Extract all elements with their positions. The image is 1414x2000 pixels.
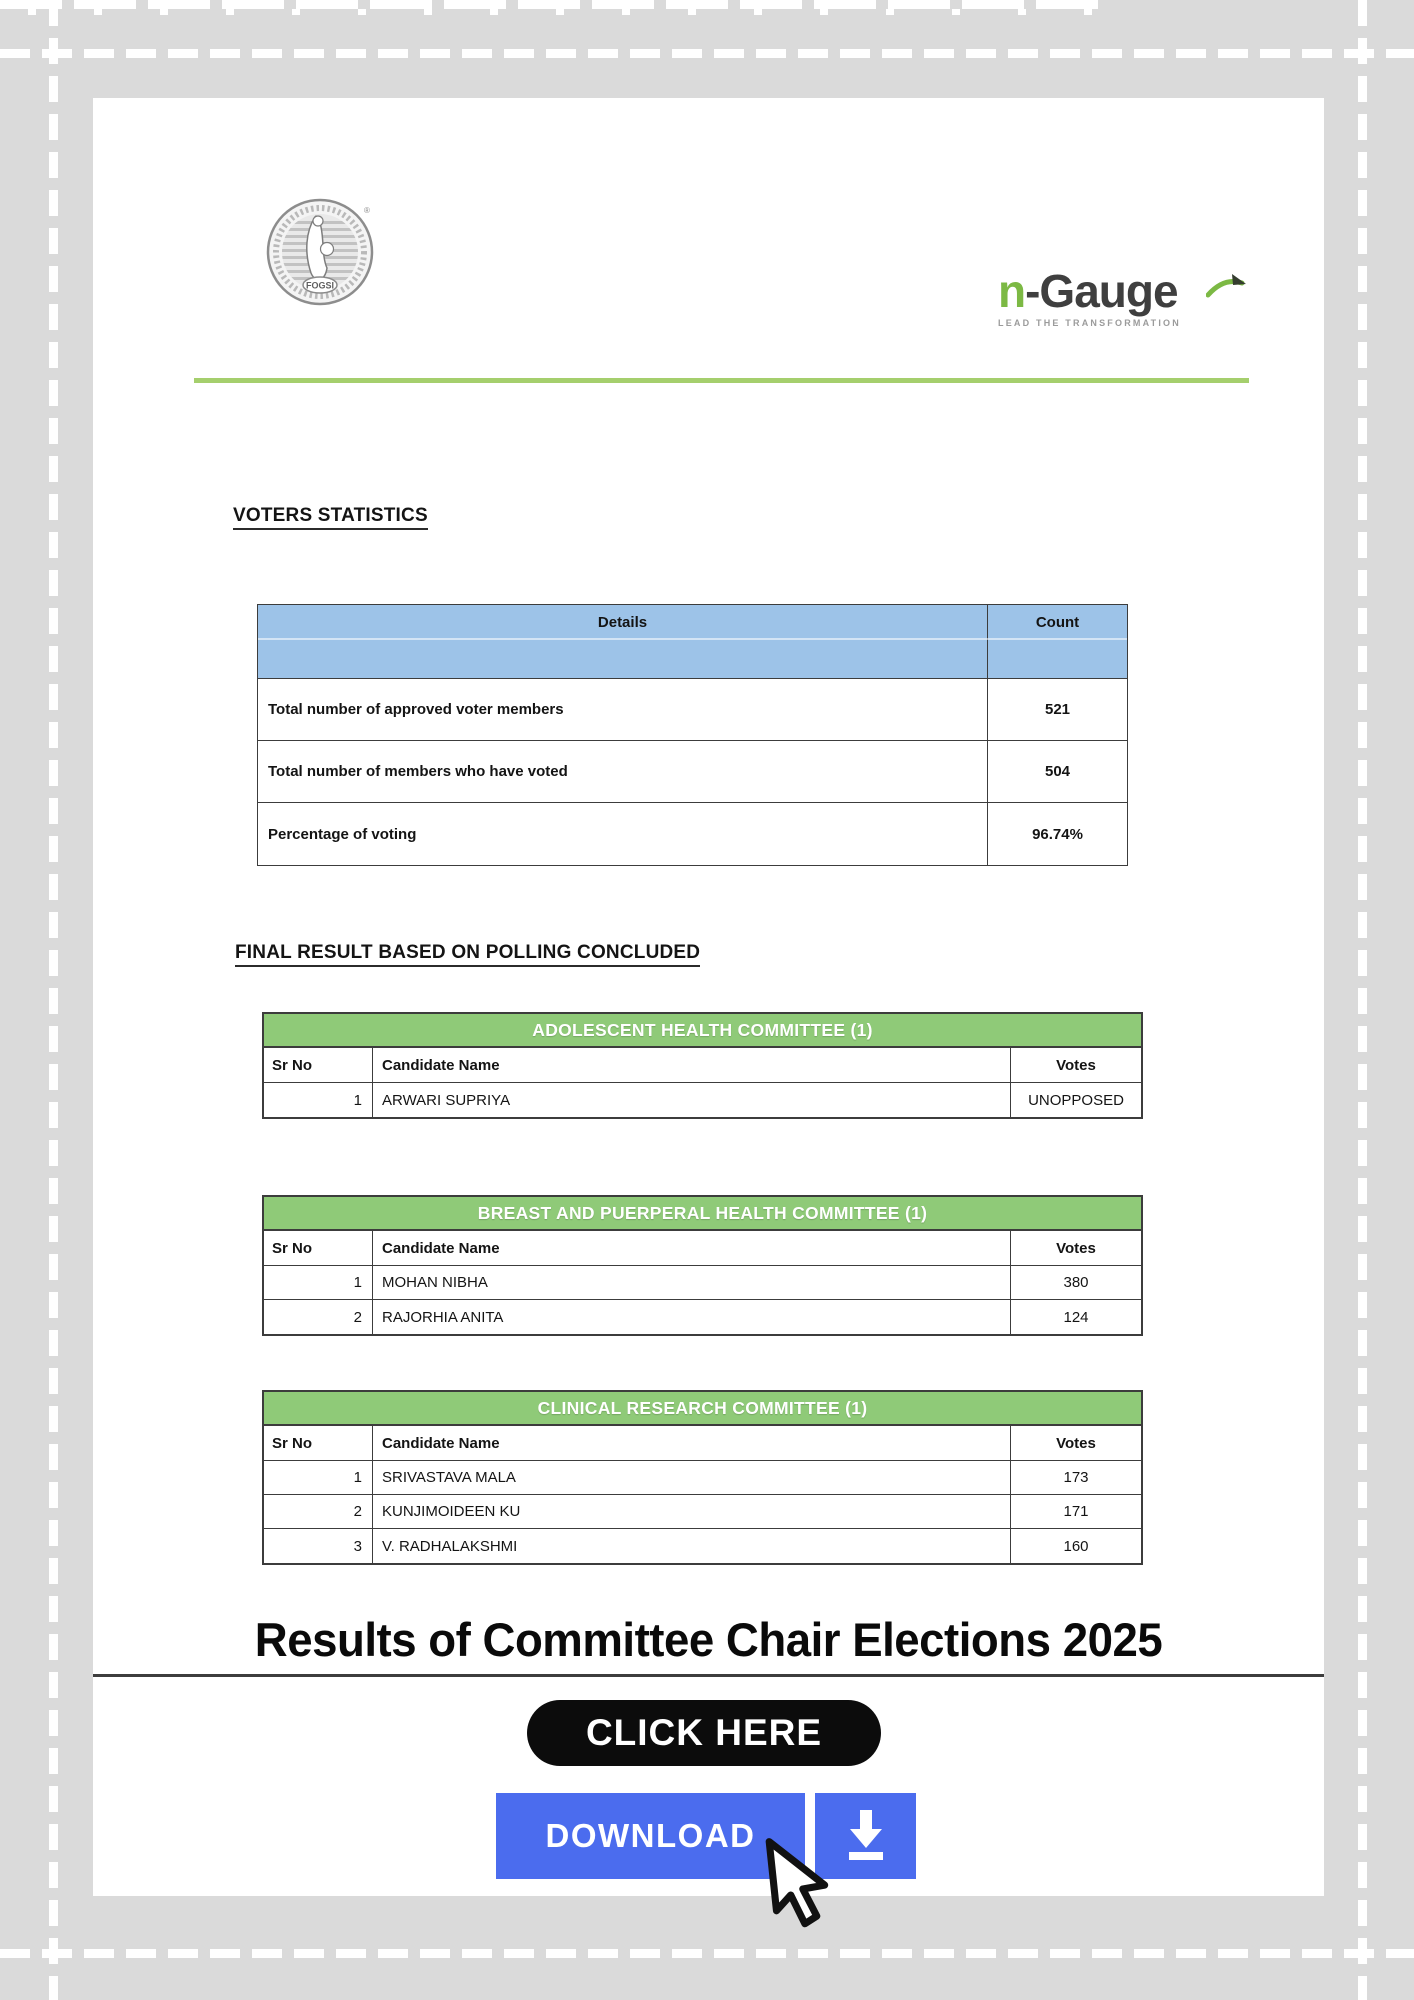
stats-header-divider [258,638,1127,640]
cell-srno: 1 [264,1266,373,1299]
committee-table-breast-puerperal [262,1195,1143,1336]
column-header-votes: Votes [1056,1239,1096,1257]
cell-candidate-name: ARWARI SUPRIYA [373,1083,1011,1117]
cell-votes: 160 [1063,1537,1089,1555]
document-page [93,98,1324,1896]
table-row [264,1461,1141,1495]
ngauge-wordmark [998,265,1278,317]
cell-votes: 124 [1063,1308,1089,1326]
cell-votes: 171 [1063,1503,1089,1520]
page-title: Results of Committee Chair Elections 2025 [254,1613,1163,1666]
column-header-srno: Sr No [264,1231,373,1265]
column-header-candidate-name: Candidate Name [373,1231,1011,1265]
final-result-heading: FINAL RESULT BASED ON POLLING CONCLUDED [235,942,700,967]
column-header-votes: Votes [1056,1056,1096,1074]
cell-srno: 2 [264,1300,373,1334]
committee-table-title: BREAST AND PUERPERAL HEALTH COMMITTEE (1) [264,1197,1141,1231]
voters-statistics-table [257,604,1128,866]
committee-table-adolescent-health [262,1012,1143,1119]
cell-srno: 1 [264,1083,373,1117]
table-row [264,1529,1141,1563]
cell-srno: 2 [264,1495,373,1528]
title-divider-line [93,1674,1324,1677]
cursor-icon [754,1830,844,1936]
table-row [264,1300,1141,1334]
download-icon [839,1808,893,1865]
table-row [264,1266,1141,1300]
stats-table-header-row [258,605,1127,679]
committee-table-header-row [264,1048,1141,1083]
column-header-candidate-name: Candidate Name [373,1048,1011,1082]
table-row [258,803,1127,865]
fogsi-trademark: ® [364,206,370,215]
column-header-srno: Sr No [264,1426,373,1460]
committee-table-header-row [264,1231,1141,1266]
column-header-srno: Sr No [264,1048,373,1082]
voters-statistics-heading: VOTERS STATISTICS [233,505,428,530]
cell-votes: 173 [1063,1469,1089,1486]
table-row [264,1495,1141,1529]
header-rule [194,378,1249,383]
fogsi-logo-text: FOGSI [305,280,335,291]
cell-votes: UNOPPOSED [1028,1091,1124,1109]
cell-count-value: 521 [1044,701,1071,718]
cell-candidate-name: KUNJIMOIDEEN KU [373,1495,1011,1528]
ngauge-gauge: -Gauge [1025,265,1178,317]
cell-candidate-name: RAJORHIA ANITA [373,1300,1011,1334]
cell-detail-label: Total number of members who have voted [258,741,988,802]
download-button[interactable]: DOWNLOAD [496,1793,805,1879]
click-here-button[interactable]: CLICK HERE [527,1700,881,1766]
cell-count-value: 504 [1044,763,1071,780]
dashed-frame-top [0,49,1414,58]
cell-detail-label: Total number of approved voter members [258,679,988,740]
committee-table-title: ADOLESCENT HEALTH COMMITTEE (1) [264,1014,1141,1048]
column-header-count: Count [1035,614,1080,631]
cell-srno: 1 [264,1461,373,1494]
column-header-details: Details [258,605,988,678]
cell-srno: 3 [264,1529,373,1563]
cell-candidate-name: SRIVASTAVA MALA [373,1461,1011,1494]
ngauge-tagline: LEAD THE TRANSFORMATION [998,318,1181,328]
cell-candidate-name: V. RADHALAKSHMI [373,1529,1011,1563]
column-header-candidate-name: Candidate Name [373,1426,1011,1460]
table-row [264,1083,1141,1117]
committee-table-header-row [264,1426,1141,1461]
cell-count-value: 96.74% [1032,825,1083,843]
dashed-frame-left [49,0,58,2000]
dashed-border-top-edge [0,0,1100,9]
table-row [258,741,1127,803]
committee-table-clinical-research [262,1390,1143,1565]
ngauge-logo [998,265,1278,328]
ngauge-n: n [998,265,1026,317]
ngauge-swoosh-icon [1206,260,1248,306]
dashed-frame-right [1358,0,1367,2000]
committee-table-title: CLINICAL RESEARCH COMMITTEE (1) [264,1392,1141,1426]
dashed-frame-bottom [0,1949,1414,1958]
dashed-border-top-ticks [28,9,1100,15]
fogsi-logo-icon [265,197,375,307]
table-row [258,679,1127,741]
cell-detail-label: Percentage of voting [258,803,988,865]
cell-candidate-name: MOHAN NIBHA [373,1266,1011,1299]
column-header-votes: Votes [1056,1434,1096,1452]
cell-votes: 380 [1063,1274,1089,1291]
